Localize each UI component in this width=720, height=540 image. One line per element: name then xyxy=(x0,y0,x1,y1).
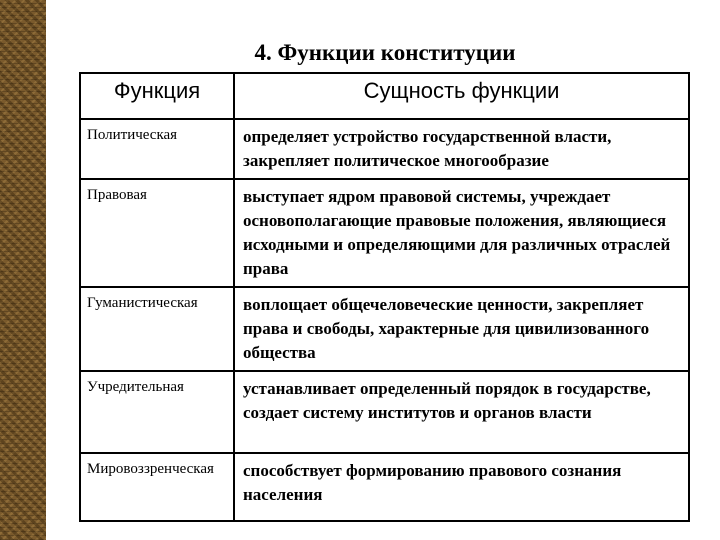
function-essence: воплощает общечеловеческие ценности, закрепляет права и свободы, характерные для цивилизованного общества xyxy=(234,287,689,371)
function-essence: определяет устройство государственной власти, закрепляет политическое многообразие xyxy=(234,119,689,179)
table-row xyxy=(80,287,689,371)
function-essence: устанавливает определенный порядок в государстве, создает систему институтов и органов власти xyxy=(234,371,689,453)
function-name: Гуманистическая xyxy=(80,287,234,371)
function-name: Правовая xyxy=(80,179,234,287)
slide-title: 4. Функции конституции xyxy=(254,40,516,65)
table-header-row xyxy=(80,73,689,119)
table-row xyxy=(80,179,689,287)
function-name: Мировоззренческая xyxy=(80,453,234,521)
function-name: Политическая xyxy=(80,119,234,179)
decorative-wood-sidebar xyxy=(0,0,46,540)
function-essence: способствует формированию правового сознания населения xyxy=(234,453,689,521)
header-function: Функция xyxy=(80,73,234,119)
table-row xyxy=(80,453,689,521)
function-essence: выступает ядром правовой системы, учреждает основополагающие правовые положения, являющиеся исходными и определяющими для различных отраслей права xyxy=(234,179,689,287)
header-essence: Сущность функции xyxy=(234,73,689,119)
table-row xyxy=(80,119,689,179)
functions-table xyxy=(79,72,690,522)
function-name: Учредительная xyxy=(80,371,234,453)
table-row xyxy=(80,371,689,453)
